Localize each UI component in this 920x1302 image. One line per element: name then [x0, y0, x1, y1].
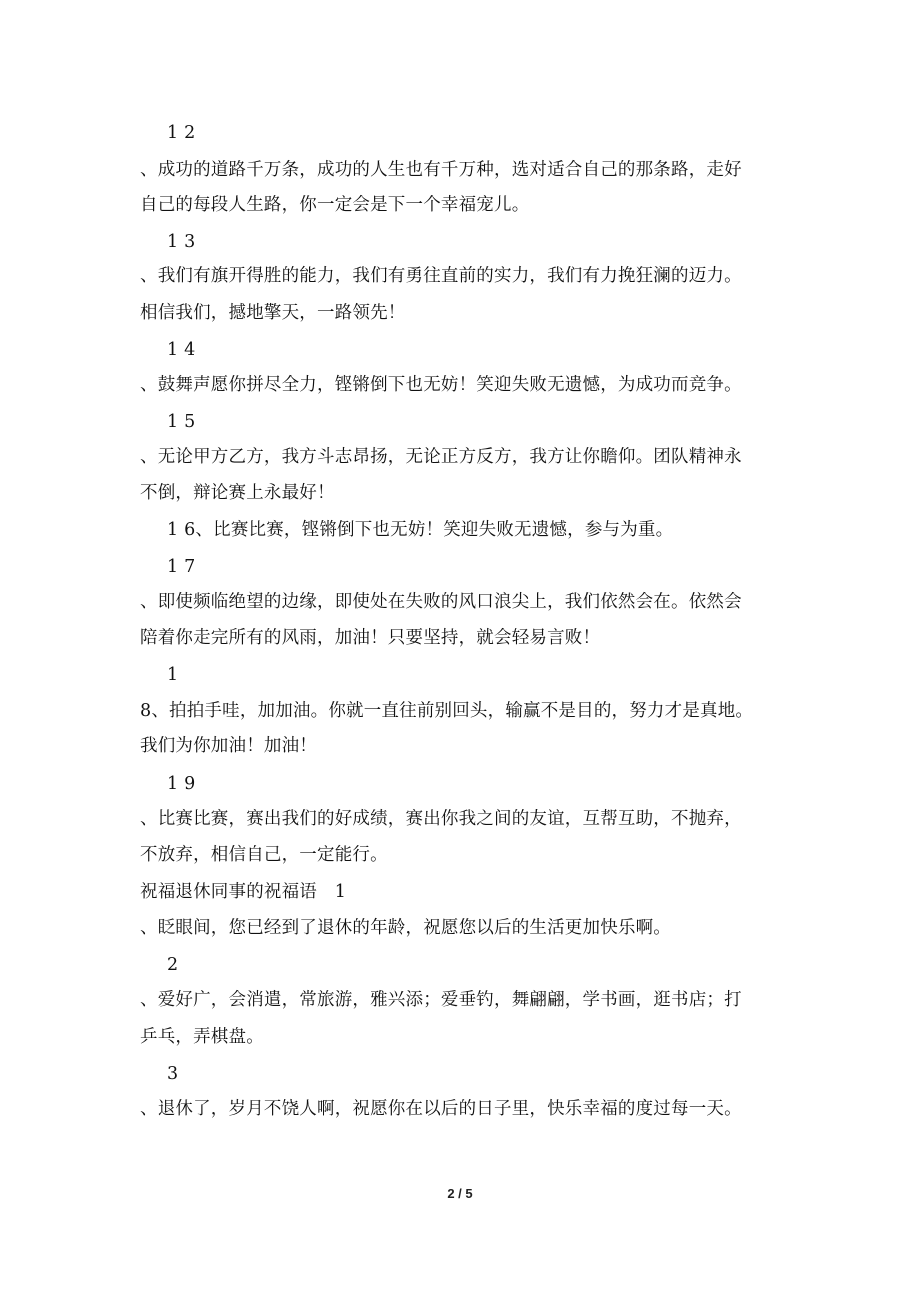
- text-line: 陪着你走完所有的风雨，加油！只要坚持，就会轻易言败！: [140, 628, 601, 648]
- text-line: 8、拍拍手哇，加加油。你就一直往前别回头，输赢不是目的，努力才是真地。: [140, 701, 754, 721]
- item-number: 1 2: [167, 123, 196, 143]
- section-heading: 祝福退休同事的祝福语 1: [140, 882, 347, 902]
- text-line: 、鼓舞声愿你拼尽全力，铿锵倒下也无妨！笑迎失败无遗憾，为成功而竞争。: [140, 375, 742, 395]
- text-line: 自己的每段人生路，你一定会是下一个幸福宠儿。: [140, 195, 530, 215]
- text-line: 相信我们，撼地擎天，一路领先！: [140, 303, 406, 323]
- text-line: 我们为你加油！加油！: [140, 736, 317, 756]
- item-number: 1: [167, 665, 179, 685]
- text-line: 、即使频临绝望的边缘，即使处在失败的风口浪尖上，我们依然会在。依然会: [140, 592, 742, 612]
- item-number: 2: [167, 955, 179, 975]
- item-number: 1 5: [167, 412, 196, 432]
- text-line: 不倒，辩论赛上永最好！: [140, 483, 335, 503]
- item-number: 1 9: [167, 774, 196, 794]
- item-number: 1 3: [167, 232, 196, 252]
- text-line: 、退休了，岁月不饶人啊，祝愿你在以后的日子里，快乐幸福的度过每一天。: [140, 1099, 742, 1119]
- text-line: 、无论甲方乙方，我方斗志昂扬，无论正方反方，我方让你瞻仰。团队精神永: [140, 447, 742, 467]
- text-line: 乒乓，弄棋盘。: [140, 1027, 264, 1047]
- text-line: 1 6、比赛比赛，铿锵倒下也无妨！笑迎失败无遗憾，参与为重。: [167, 520, 674, 540]
- page-number: 2 / 5: [447, 1186, 473, 1201]
- text-line: 、眨眼间，您已经到了退休的年龄，祝愿您以后的生活更加快乐啊。: [140, 918, 671, 938]
- text-line: 、比赛比赛，赛出我们的好成绩，赛出你我之间的友谊，互帮互助，不抛弃，: [140, 809, 742, 829]
- item-number: 3: [167, 1064, 179, 1084]
- item-number: 1 4: [167, 340, 196, 360]
- text-line: 不放弃，相信自己，一定能行。: [140, 845, 388, 865]
- text-line: 、成功的道路千万条，成功的人生也有千万种，选对适合自己的那条路，走好: [140, 160, 742, 180]
- text-line: 、爱好广，会消遣，常旅游，雅兴添；爱垂钓，舞翩翩，学书画，逛书店；打: [140, 990, 742, 1010]
- item-number: 1 7: [167, 557, 196, 577]
- text-line: 、我们有旗开得胜的能力，我们有勇往直前的实力，我们有力挽狂澜的迈力。: [140, 266, 742, 286]
